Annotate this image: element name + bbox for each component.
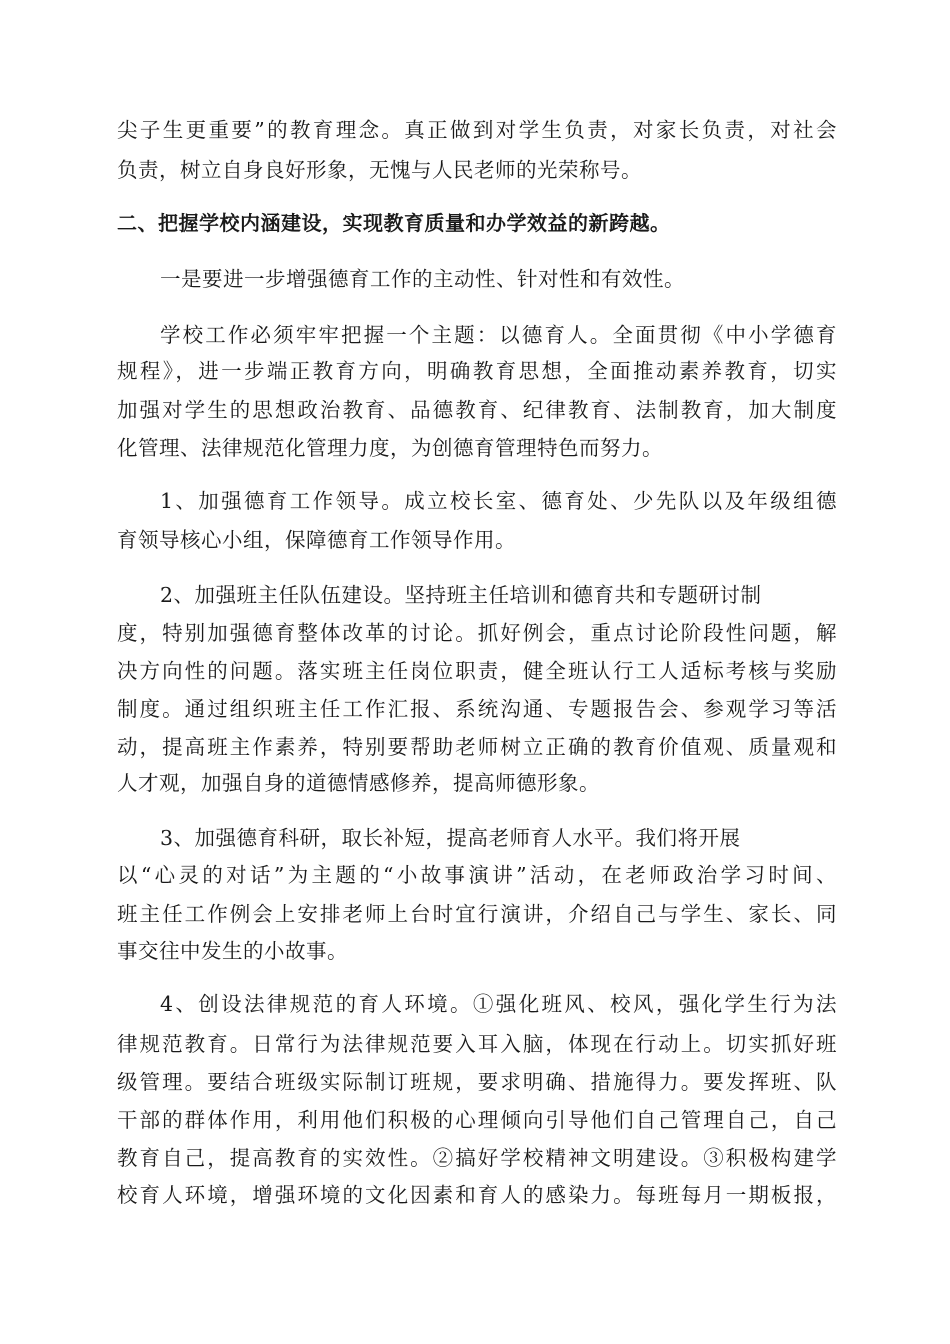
text-line: 化管理、法律规范化管理力度，为创德育管理特色而努力。 — [117, 436, 663, 460]
text-line: 一是要进一步增强德育工作的主动性、针对性和有效性。 — [160, 267, 685, 291]
text-line: 级管理。要结合班级实际制订班规，要求明确、措施得力。要发挥班、队 — [117, 1070, 837, 1094]
text-line: 1、加强德育工作领导。成立校长室、德育处、少先队以及年级组德 — [160, 489, 837, 513]
text-line: 动，提高班主作素养，特别要帮助老师树立正确的教育价值观、质量观和 — [117, 735, 837, 759]
text-line: 事交往中发生的小故事。 — [117, 939, 348, 963]
text-line: 3、加强德育科研，取长补短，提高老师育人水平。我们将开展 — [160, 826, 741, 850]
text-line: 制度。通过组织班主任工作汇报、系统沟通、专题报告会、参观学习等活 — [117, 697, 837, 721]
text-line: 负责，树立自身良好形象，无愧与人民老师的光荣称号。 — [117, 158, 642, 182]
text-line: 学校工作必须牢牢把握一个主题：以德育人。全面贯彻《中小学德育 — [160, 323, 837, 347]
text-line: 班主任工作例会上安排老师上台时宜行演讲，介绍自己与学生、家长、同 — [117, 902, 837, 926]
text-line: 规程》，进一步端正教育方向，明确教育思想，全面推动素养教育，切实 — [117, 359, 837, 383]
text-line: 度，特别加强德育整体改革的讨论。抓好例会，重点讨论阶段性问题，解 — [117, 621, 837, 645]
text-line: 4、创设法律规范的育人环境。①强化班风、校风，强化学生行为法 — [160, 992, 837, 1016]
text-line: 决方向性的问题。落实班主任岗位职责，健全班认行工人适标考核与奖励 — [117, 659, 837, 683]
text-line: 2、加强班主任队伍建设。坚持班主任培训和德育共和专题研讨制 — [160, 583, 762, 607]
text-line: 育领导核心小组，保障德育工作领导作用。 — [117, 528, 516, 552]
text-line: 教育自己，提高教育的实效性。②搞好学校精神文明建设。③积极构建学 — [117, 1146, 837, 1170]
text-line: 人才观，加强自身的道德情感修养，提高师德形象。 — [117, 771, 600, 795]
text-line: 加强对学生的思想政治教育、品德教育、纪律教育、法制教育，加大制度 — [117, 398, 837, 422]
text-line: 律规范教育。日常行为法律规范要入耳入脑，体现在行动上。切实抓好班 — [117, 1032, 837, 1056]
text-line: 以“心灵的对话”为主题的“小故事演讲”活动，在老师政治学习时间、 — [117, 863, 837, 887]
text-line: 校育人环境，增强环境的文化因素和育人的感染力。每班每月一期板报， — [117, 1183, 837, 1207]
text-line: 干部的群体作用，利用他们积极的心理倾向引导他们自己管理自己，自己 — [117, 1108, 837, 1132]
section-heading: 二、把握学校内涵建设，实现教育质量和办学效益的新跨越。 — [117, 211, 671, 235]
text-line: 尖子生更重要”的教育理念。真正做到对学生负责，对家长负责，对社会 — [117, 118, 837, 142]
